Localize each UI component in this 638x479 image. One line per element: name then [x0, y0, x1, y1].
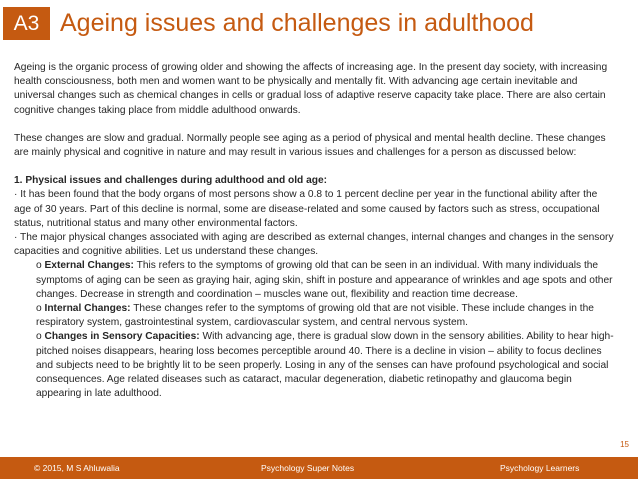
sensory-changes-item — [14, 330, 614, 401]
changes-paragraph: These changes are slow and gradual. Normally people see aging as a period of physical and mental health decline. These changes are mainly physical and cognitive in nature and may result in various issues and challenges for a person as discussed below: — [14, 132, 606, 159]
footer-copyright: © 2015, M S Ahluwalia — [34, 463, 120, 473]
sensory-changes-text: With advancing age, there is gradual slow down in the sensory abilities. Ability to hear high-pitched noises disappears, hearing loss becomes perceptible around 40. There is a decline in vision – ability to focus declines and subjects need to be brightly lit to be seen properly. Losing in any of the senses can have profound psychological and social consequences. Age related diseases such as cataract, macular degeneration, diabetic retinopathy and glaucoma begin appearing in late adulthood. — [36, 331, 614, 400]
page-number: 15 — [620, 440, 629, 449]
slide-header — [0, 0, 638, 44]
section-heading: 1. Physical issues and challenges during adulthood and old age: — [14, 175, 328, 187]
sub-marker: o — [36, 260, 45, 272]
external-changes-text: This refers to the symptoms of growing old that can be seen in an individual. With many individuals the symptoms of aging can be seen as graying hair, aging skin, shift in posture and appearance of wrinkles and age spots and other changes. Decrease in strength and coordination – muscles wane out, flexibility and reaction time decrease. — [36, 260, 613, 300]
internal-changes-label: Internal Changes: — [44, 303, 131, 315]
section-badge: A3 — [3, 7, 50, 40]
spacer — [14, 118, 614, 132]
external-changes-item — [14, 259, 614, 302]
footer-right: Psychology Learners — [500, 463, 580, 473]
footer-center: Psychology Super Notes — [261, 463, 355, 473]
footer-bar — [0, 457, 638, 479]
internal-changes-text: These changes refer to the symptoms of growing old that are not visible. These include changes in the respiratory system, gastrointestinal system, cardiovascular system, and central nervous system. — [36, 303, 594, 329]
sub-marker: o — [36, 331, 45, 343]
bullet-decline: · It has been found that the body organs of most persons show a 0.8 to 1 percent decline per year in the functional ability after the age of 30 years. Part of this decline is normal, some are disease-related and some caused by factors such as stress, occupational status, nutritional status and many other environmental factors. — [14, 189, 600, 229]
intro-paragraph: Ageing is the organic process of growing older and showing the affects of increasing age. In the present day society, with increasing health consciousness, both men and women want to be physically and mentally fit. With advancing age certain inevitable and universal changes such as chemical changes in cells or gradual loss of adaptive reserve capacity take place. There are also certain cognitive changes taking place from middle adulthood onwards. — [14, 62, 608, 116]
slide-title: Ageing issues and challenges in adulthood — [60, 9, 534, 37]
spacer — [14, 160, 614, 174]
sub-marker: o — [36, 303, 45, 315]
internal-changes-item — [14, 302, 614, 330]
external-changes-label: External Changes: — [44, 260, 134, 272]
slide-body — [14, 61, 614, 401]
sensory-changes-label: Changes in Sensory Capacities: — [44, 331, 200, 343]
bullet-major-changes: · The major physical changes associated with aging are described as external changes, internal changes and changes in the sensory capacities and cognitive abilities. Let us understand these changes. — [14, 232, 614, 258]
